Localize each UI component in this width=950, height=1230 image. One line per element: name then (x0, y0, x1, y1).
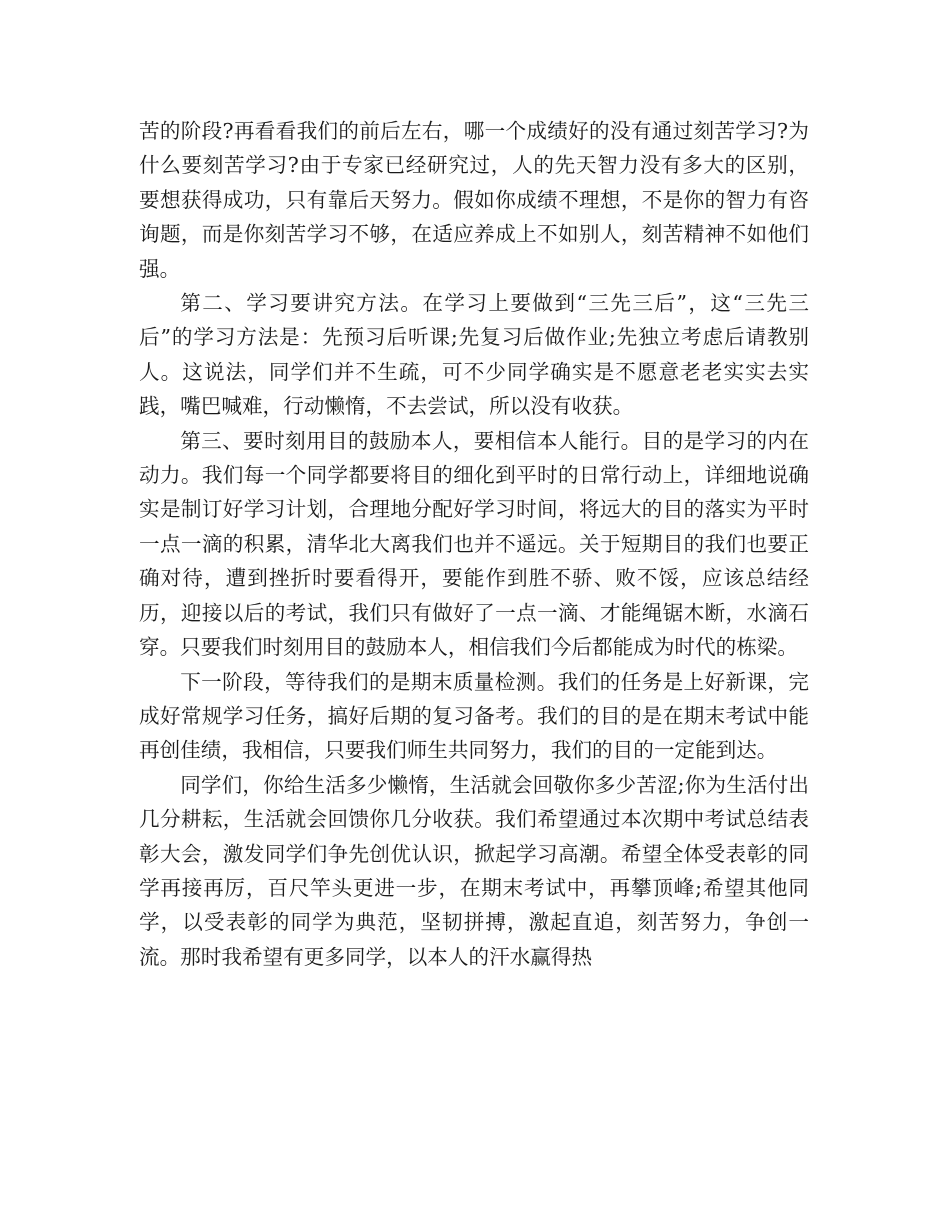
paragraph-4: 下一阶段，等待我们的是期末质量检测。我们的任务是上好新课，完成好常规学习任务，搞好后期的复习备考。我们的目的是在期末考试中能再创佳绩，我相信，只要我们师生共同努力，我们的目的一定能到达。 (139, 669, 809, 763)
paragraph-3: 第三、要时刻用目的鼓励本人，要相信本人能行。目的是学习的内在动力。我们每一个同学都要将目的细化到平时的日常行动上，详细地说确实是制订好学习计划，合理地分配好学习时间，将远大的目的落实为平时一点一滴的积累，清华北大离我们也并不遥远。关于短期目的我们也要正确对待，遭到挫折时要看得开，要能作到胜不骄、败不馁，应该总结经历，迎接以后的考试，我们只有做好了一点一滴、才能绳锯木断，水滴石穿。只要我们时刻用目的鼓励本人，相信我们今后都能成为时代的栋梁。 (139, 428, 809, 660)
paragraph-1: 苦的阶段?再看看我们的前后左右，哪一个成绩好的没有通过刻苦学习?为什么要刻苦学习?由于专家已经研究过，人的先天智力没有多大的区别，要想获得成功，只有靠后天努力。假如你成绩不理想，不是你的智力有咨询题，而是你刻苦学习不够，在适应养成上不如别人，刻苦精神不如他们强。 (139, 119, 809, 281)
paragraph-5: 同学们，你给生活多少懒惰，生活就会回敬你多少苦涩;你为生活付出几分耕耘，生活就会回馈你几分收获。我们希望通过本次期中考试总结表彰大会，激发同学们争先创优认识，掀起学习高潮。希望全体受表彰的同学再接再厉，百尺竿头更进一步，在期末考试中，再攀顶峰;希望其他同学，以受表彰的同学为典范，坚韧拼搏，激起直追，刻苦努力，争创一流。那时我希望有更多同学，以本人的汗水赢得热 (139, 772, 809, 969)
paragraph-2: 第二、学习要讲究方法。在学习上要做到“三先三后”，这“三先三后”的学习方法是：先预习后听课;先复习后做作业;先独立考虑后请教别人。这说法，同学们并不生疏，可不少同学确实是不愿意老老实实去实践，嘴巴喊难，行动懒惰，不去尝试，所以没有收获。 (139, 291, 809, 419)
document-page (139, 114, 809, 974)
